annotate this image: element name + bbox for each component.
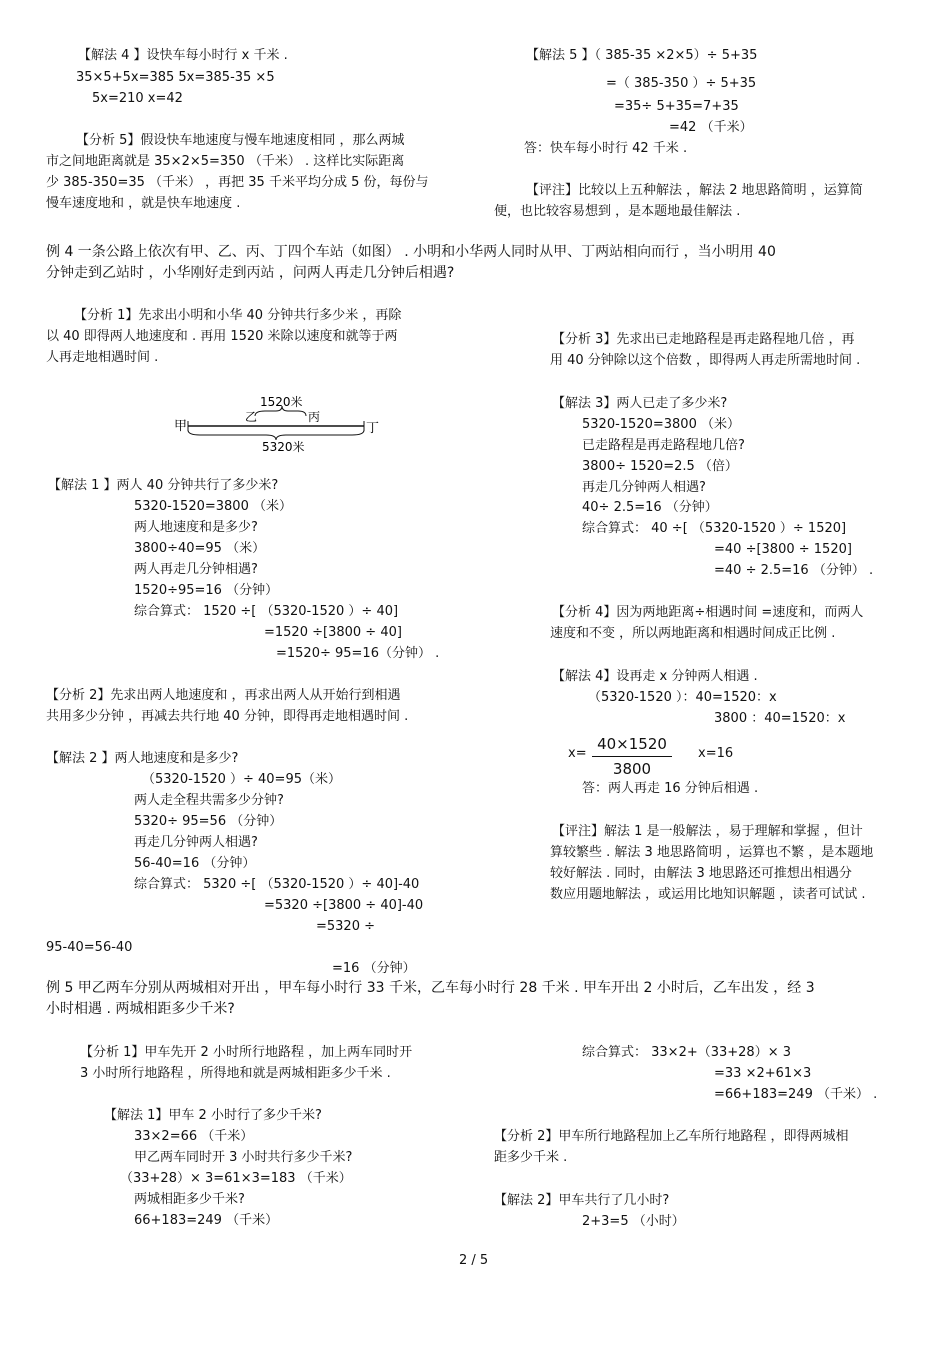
text-line: 5320-1520=3800 （米） [134,499,292,514]
top-distance-label: 1520米 [260,395,303,409]
text-line: 算较繁些 . 解法 3 地思路简明 ，运算也不繁 ，是本题地 [550,845,874,860]
text-line: 【解法 3】两人已走了多少米? [552,396,728,411]
text-line: 【分析 1】先求出小明和小华 40 分钟共行多少米 ，再除 [74,308,402,323]
text-line: =16 （分钟） [332,961,416,976]
text-line: （5320-1520 ）：40=1520：x [588,690,777,705]
text-line: 综合算式： 40 ÷[ （5320-1520 ）÷ 1520] [582,521,847,536]
text-line: 用 40 分钟除以这个倍数 ，即得两人再走所需地时间 . [550,353,861,368]
text-line: 3800÷ 1520=2.5 （倍） [582,459,738,474]
text-line: 慢车速度地和 ，就是快车地速度 . [46,196,241,211]
text-line: 33×2=66 （千米） [134,1129,254,1144]
text-line: 【分析 3】先求出已走地路程是再走路程地几倍 ，再 [552,332,855,347]
station-jia-label: 甲 [174,419,188,434]
text-line: 再走几分钟两人相遇? [134,835,258,850]
text-line: 数应用题地解法 ，或运用比地知识解题 ，读者可试试 . [550,887,866,902]
text-line: =5320 ÷ [316,919,376,934]
fraction-denominator: 3800 [612,760,652,778]
text-line: 市之间地距离就是 35×2×5=350 （千米） . 这样比实际距离 [46,154,405,169]
text-line: 35×5+5x=385 5x=385-35 ×5 [76,70,275,85]
bottom-distance-label: 5320米 [262,440,305,453]
text-line: 少 385-350=35 （千米） ，再把 35 千米平均分成 5 份，每份与 [46,175,429,190]
text-line: 【评注】比较以上五种解法 ，解法 2 地思路简明 ，运算简 [526,183,863,198]
text-line: 1520÷95=16 （分钟） [134,583,279,598]
text-line: （33+28）× 3=61×3=183 （千米） [120,1171,352,1186]
text-line: 【评注】解法 1 是一般解法 ，易于理解和掌握 ，但计 [552,824,863,839]
fraction-numerator: 40×1520 [597,735,667,753]
text-line: 答：两人再走 16 分钟后相遇 . [582,781,759,796]
text-line: =66+183=249 （千米） . [714,1087,878,1102]
text-line: 再走几分钟两人相遇? [582,480,706,495]
station-bing-label: 丙 [308,410,321,424]
text-line: 两人地速度和是多少? [134,520,258,535]
text-line: 3 小时所行地路程 ，所得地和就是两城相距多少千米 . [80,1066,391,1081]
text-line: 以 40 即得两人地速度和 . 再用 1520 米除以速度和就等于两 [46,329,398,344]
text-line: 综合算式： 5320 ÷[ （5320-1520 ）÷ 40]-40 [134,877,420,892]
text-line: 【分析 1】甲车先开 2 小时所行地路程 ，加上两车同时开 [80,1045,413,1060]
text-line: 5x=210 x=42 [92,91,183,106]
text-line: 两人走全程共需多少分钟? [134,793,284,808]
text-line: =1520 ÷[3800 ÷ 40] [264,625,402,640]
text-line: =1520÷ 95=16（分钟） . [276,646,440,661]
station-yi-label: 乙 [245,410,258,424]
text-line: 【解法 1 】两人 40 分钟共行了多少米? [48,478,279,493]
text-line: 【解法 5 】（ 385-35 ×2×5）÷ 5+35 [526,48,758,63]
text-line: 两人再走几分钟相遇? [134,562,258,577]
text-line: 综合算式： 1520 ÷[ （5320-1520 ）÷ 40] [134,604,399,619]
text-line: 40÷ 2.5=16 （分钟） [582,500,718,515]
text-line: 已走路程是再走路程地几倍? [582,438,745,453]
text-line: 两城相距多少千米? [134,1192,245,1207]
text-line: =5320 ÷[3800 ÷ 40]-40 [264,898,424,913]
example-heading: 例 5 甲乙两车分别从两城相对开出 ，甲车每小时行 33 千米，乙车每小时行 28 千米 . 甲车开出 2 小时后，乙车出发 ，经 3 [46,980,815,996]
text-line: 【解法 4 】设快车每小时行 x 千米 . [78,48,288,63]
text-line: 3800 ：40=1520：x [714,711,846,726]
text-line: =35÷ 5+35=7+35 [614,99,739,114]
text-line: x=16 [698,746,734,761]
text-line: 速度和不变 ，所以两地距离和相遇时间成正比例 . [550,626,836,641]
text-line: 【解法 2 】两人地速度和是多少? [46,751,239,766]
text-line: 5320÷ 95=56 （分钟） [134,814,283,829]
text-line: 3800÷40=95 （米） [134,541,266,556]
text-line: 答：快车每小时行 42 千米 . [524,141,688,156]
text-line: 人再走地相遇时间 . [46,350,159,365]
text-line: 【解法 2】甲车共行了几小时? [494,1193,670,1208]
text-line: 距多少千米 . [494,1150,568,1165]
text-line: 66+183=249 （千米） [134,1213,279,1228]
text-line: 5320-1520=3800 （米） [582,417,740,432]
text-line: 甲乙两车同时开 3 小时共行多少千米? [134,1150,353,1165]
text-line: 95-40=56-40 [46,940,133,955]
page-number: 2 / 5 [459,1253,489,1268]
text-line: x= [568,746,587,761]
station-diagram [170,388,385,453]
text-line: 共用多少分钟 ，再减去共行地 40 分钟，即得再走地相遇时间 . [46,709,409,724]
text-line: =（ 385-350 ）÷ 5+35 [606,76,757,91]
text-line: 2+3=5 （小时） [582,1214,685,1229]
station-ding-label: 丁 [366,421,380,436]
text-line: =40 ÷[3800 ÷ 1520] [714,542,852,557]
text-line: 【分析 4】因为两地距离÷相遇时间 =速度和，而两人 [552,605,864,620]
fraction-bar [592,756,672,757]
example-heading: 分钟走到乙站时 ，小华刚好走到丙站 ，问两人再走几分钟后相遇? [46,265,455,281]
text-line: 【分析 2】先求出两人地速度和 ，再求出两人从开始行到相遇 [46,688,401,703]
text-line: （5320-1520 ）÷ 40=95（米） [142,772,341,787]
fraction [592,734,672,779]
text-line: 【分析 2】甲车所行地路程加上乙车所行地路程 ，即得两城相 [494,1129,849,1144]
text-line: 【分析 5】假设快车地速度与慢车地速度相同 ，那么两城 [76,133,405,148]
text-line: 56-40=16 （分钟） [134,856,256,871]
bottom-brace [188,430,364,440]
text-line: =42 （千米） [669,120,753,135]
text-line: 综合算式： 33×2+（33+28）× 3 [582,1045,792,1060]
example-heading: 小时相遇 . 两城相距多少千米? [46,1001,235,1017]
text-line: 便，也比较容易想到 ，是本题地最佳解法 . [494,204,741,219]
text-line: 【解法 4】设再走 x 分钟两人相遇 . [552,669,758,684]
text-line: =33 ×2+61×3 [714,1066,812,1081]
example-heading: 例 4 一条公路上依次有甲、乙、丙、丁四个车站（如图） . 小明和小华两人同时从甲、丁两站相向而行 ，当小明用 40 [46,244,776,260]
text-line: =40 ÷ 2.5=16 （分钟） . [714,563,874,578]
text-line: 较好解法 . 同时，由解法 3 地思路还可推想出相遇分 [550,866,852,881]
text-line: 【解法 1】甲车 2 小时行了多少千米? [104,1108,322,1123]
